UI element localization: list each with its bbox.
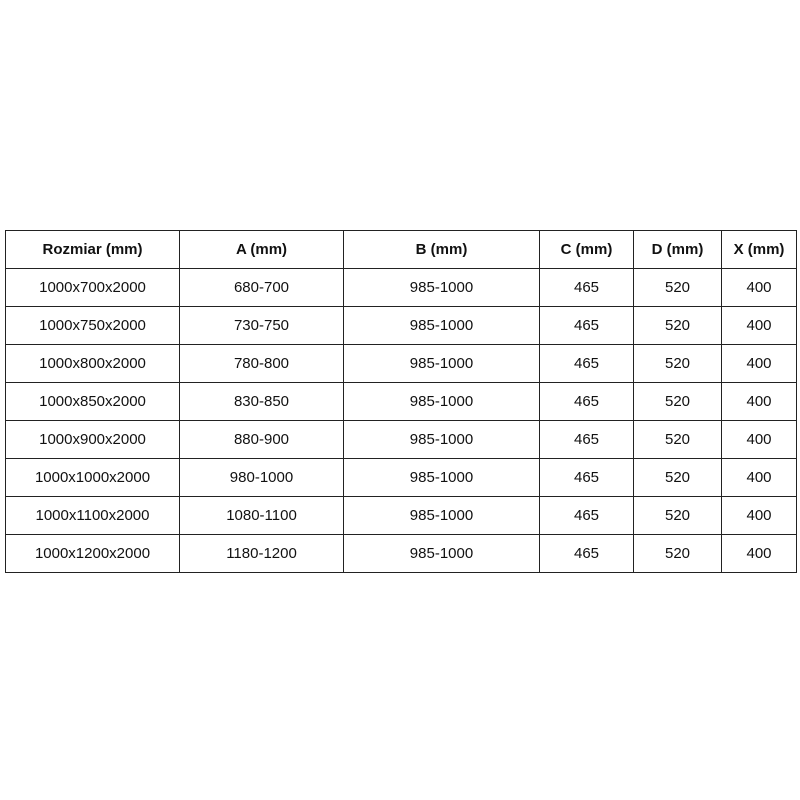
column-header-x: X (mm) (722, 231, 797, 269)
cell-a: 730-750 (180, 307, 344, 345)
cell-a: 830-850 (180, 383, 344, 421)
column-header-a: A (mm) (180, 231, 344, 269)
column-header-rozmiar: Rozmiar (mm) (6, 231, 180, 269)
table-row (6, 421, 797, 459)
cell-x: 400 (722, 459, 797, 497)
table-row (6, 269, 797, 307)
cell-d: 520 (634, 307, 722, 345)
cell-x: 400 (722, 421, 797, 459)
cell-b: 985-1000 (344, 307, 540, 345)
cell-x: 400 (722, 269, 797, 307)
cell-c: 465 (540, 535, 634, 573)
column-header-d: D (mm) (634, 231, 722, 269)
cell-a: 980-1000 (180, 459, 344, 497)
table-row (6, 497, 797, 535)
cell-b: 985-1000 (344, 269, 540, 307)
header-row (6, 231, 797, 269)
cell-x: 400 (722, 345, 797, 383)
cell-b: 985-1000 (344, 383, 540, 421)
cell-c: 465 (540, 383, 634, 421)
cell-rozmiar: 1000x800x2000 (6, 345, 180, 383)
cell-d: 520 (634, 535, 722, 573)
cell-rozmiar: 1000x1200x2000 (6, 535, 180, 573)
cell-a: 780-800 (180, 345, 344, 383)
cell-b: 985-1000 (344, 459, 540, 497)
column-header-c: C (mm) (540, 231, 634, 269)
cell-rozmiar: 1000x1100x2000 (6, 497, 180, 535)
cell-b: 985-1000 (344, 421, 540, 459)
cell-a: 880-900 (180, 421, 344, 459)
table-row (6, 345, 797, 383)
table-row (6, 307, 797, 345)
cell-b: 985-1000 (344, 345, 540, 383)
size-table (5, 230, 797, 573)
cell-rozmiar: 1000x750x2000 (6, 307, 180, 345)
cell-rozmiar: 1000x700x2000 (6, 269, 180, 307)
cell-a: 1180-1200 (180, 535, 344, 573)
cell-c: 465 (540, 421, 634, 459)
cell-x: 400 (722, 497, 797, 535)
cell-c: 465 (540, 269, 634, 307)
cell-rozmiar: 1000x850x2000 (6, 383, 180, 421)
cell-c: 465 (540, 459, 634, 497)
table-row (6, 535, 797, 573)
cell-d: 520 (634, 383, 722, 421)
cell-c: 465 (540, 497, 634, 535)
cell-c: 465 (540, 307, 634, 345)
cell-x: 400 (722, 307, 797, 345)
cell-x: 400 (722, 383, 797, 421)
cell-a: 1080-1100 (180, 497, 344, 535)
cell-d: 520 (634, 345, 722, 383)
cell-b: 985-1000 (344, 535, 540, 573)
cell-b: 985-1000 (344, 497, 540, 535)
cell-rozmiar: 1000x900x2000 (6, 421, 180, 459)
cell-c: 465 (540, 345, 634, 383)
cell-d: 520 (634, 421, 722, 459)
cell-x: 400 (722, 535, 797, 573)
column-header-b: B (mm) (344, 231, 540, 269)
table-row (6, 383, 797, 421)
size-table-container (5, 230, 796, 573)
cell-d: 520 (634, 269, 722, 307)
cell-rozmiar: 1000x1000x2000 (6, 459, 180, 497)
cell-d: 520 (634, 497, 722, 535)
cell-d: 520 (634, 459, 722, 497)
cell-a: 680-700 (180, 269, 344, 307)
table-row (6, 459, 797, 497)
